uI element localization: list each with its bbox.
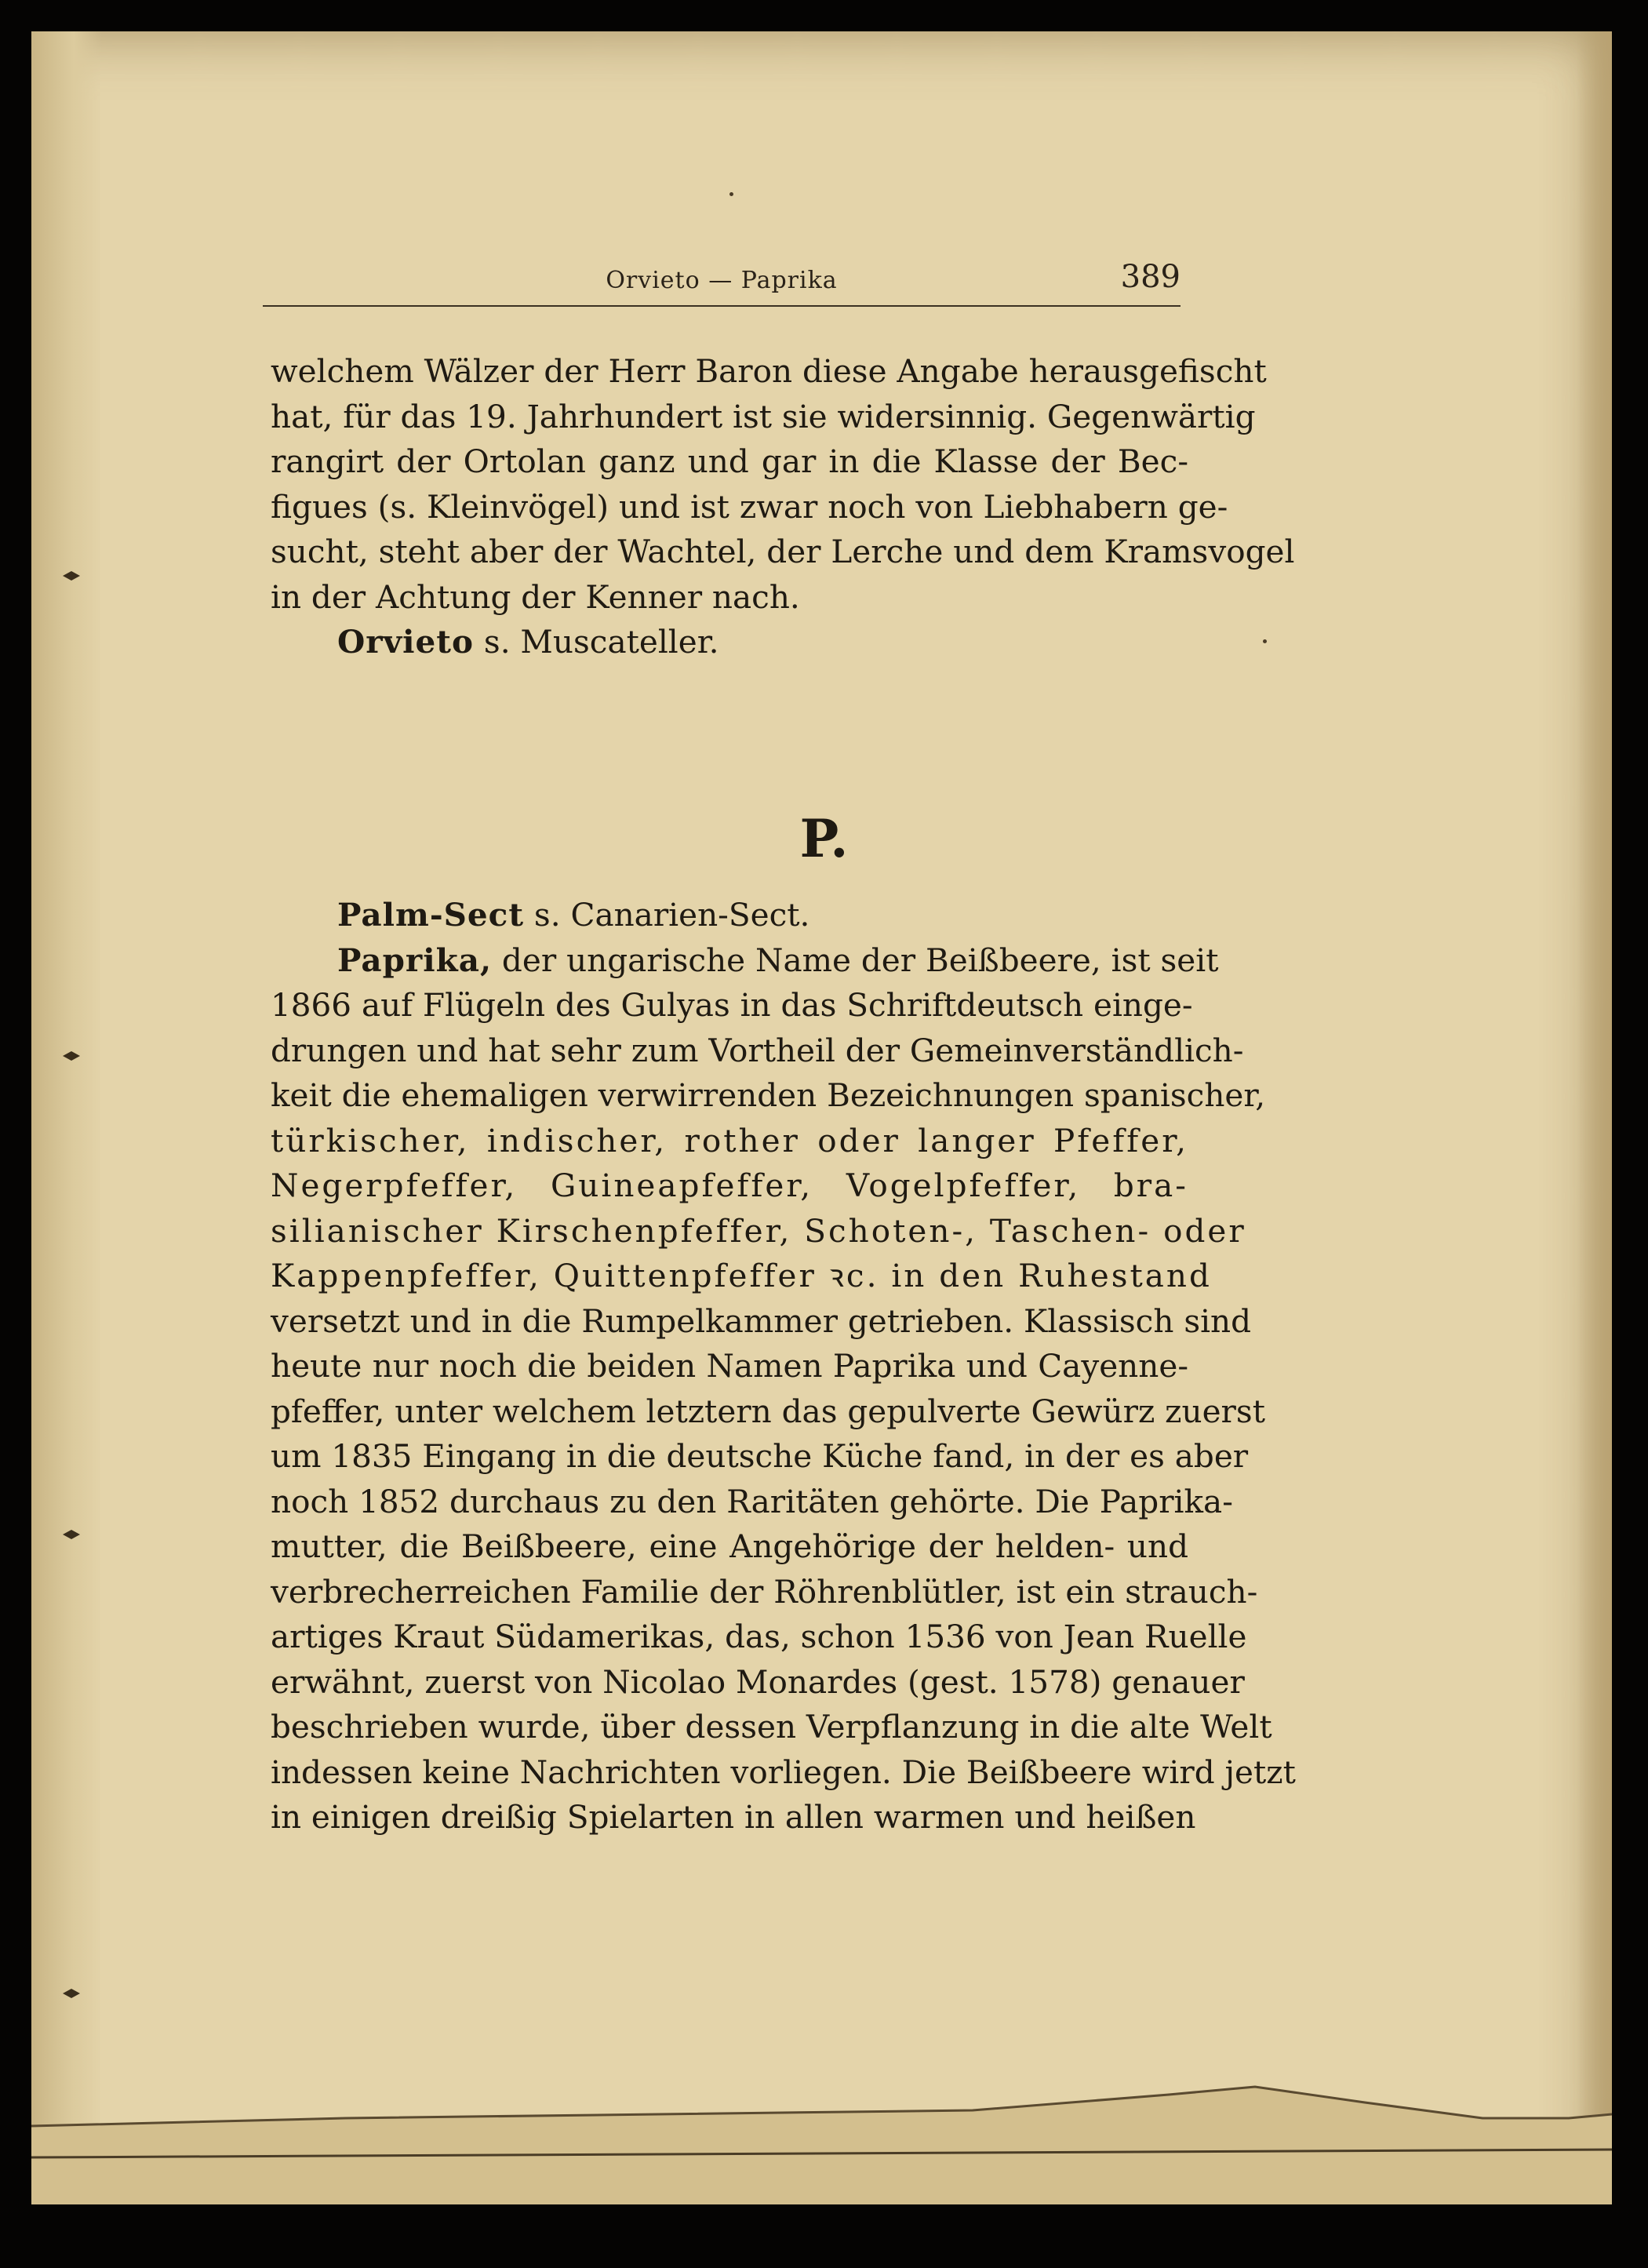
text-line: 1866 auf Flügeln des Gulyas in das Schriftdeutsch einge- — [271, 986, 1193, 1024]
paper-speck — [1263, 639, 1267, 643]
text-line: keit die ehemaligen verwirrenden Bezeichnungen spanischer, — [271, 1076, 1266, 1114]
entry-palm-sect-text: s. Canarien-Sect. — [524, 896, 810, 934]
text-line: artiges Kraut Südamerikas, das, schon 1536 von Jean Ruelle — [271, 1618, 1247, 1655]
text-line: um 1835 Eingang in die deutsche Küche fand, in der es aber — [271, 1437, 1249, 1475]
headword-orvieto: Orvieto — [337, 623, 475, 661]
text-line: silianischer Kirschenpfeffer, Schoten-, Taschen- oder — [271, 1211, 1246, 1250]
entry-paprika-text: der ungarische Name der Beißbeere, ist seit — [492, 941, 1219, 979]
entry-palm-sect — [271, 893, 1188, 938]
headword-palm-sect: Palm-Sect — [337, 896, 525, 934]
text-line: beschrieben wurde, über dessen Verpflanzung in die alte Welt — [271, 1708, 1272, 1746]
header-rule — [263, 305, 1181, 307]
text-line: welchem Wälzer der Herr Baron diese Angabe herausgefischt — [271, 352, 1267, 390]
text-line: heute nur noch die beiden Namen Paprika und Cayenne- — [271, 1347, 1188, 1385]
entry-orvieto-text: s. Muscateller. — [474, 623, 719, 661]
continuation-paragraph — [271, 349, 1295, 665]
text-line: pfeffer, unter welchem letztern das gepulverte Gewürz zuerst — [271, 1392, 1265, 1430]
text-line: türkischer, indischer, rother oder langer Pfeffer, — [271, 1121, 1188, 1159]
section-letter: P. — [799, 808, 849, 869]
paper-speck — [729, 192, 733, 196]
text-line: sucht, steht aber der Wachtel, der Lerche und dem Kramsvogel — [271, 533, 1295, 570]
entry-paprika-first-line — [271, 938, 1219, 984]
text-line: indessen keine Nachrichten vorliegen. Die Beißbeere wird jetzt — [271, 1753, 1296, 1791]
text-line: Negerpfeffer, Guineapfeffer, Vogelpfeffer, bra- — [271, 1167, 1188, 1204]
entries-section-p — [271, 893, 1296, 1840]
text-line: Kappenpfeffer, Quittenpfeffer ꝛc. in den Ruhestand — [271, 1257, 1212, 1294]
text-line: erwähnt, zuerst von Nicolao Monardes (gest. 1578) genauer — [271, 1662, 1245, 1701]
running-head-title: Orvieto — Paprika — [606, 267, 838, 294]
torn-bottom-edge — [31, 2071, 1612, 2204]
text-line: drungen und hat sehr zum Vortheil der Gemeinverständlich- — [271, 1031, 1244, 1069]
text-line: figues (s. Kleinvögel) und ist zwar noch von Liebhabern ge- — [271, 487, 1228, 526]
page-gutter — [31, 31, 102, 2197]
entry-orvieto — [271, 620, 1188, 665]
running-head — [263, 259, 1181, 306]
text-line: rangirt der Ortolan ganz und gar in die Klasse der Bec- — [271, 442, 1188, 480]
text-line: versetzt und in die Rumpelkammer getrieben. Klassisch sind — [271, 1301, 1252, 1340]
page-right-edge — [1577, 31, 1612, 2197]
text-line: mutter, die Beißbeere, eine Angehörige der helden- und — [271, 1527, 1188, 1565]
text-line: hat, für das 19. Jahrhundert ist sie widersinnig. Gegenwärtig — [271, 397, 1256, 435]
text-line: in einigen dreißig Spielarten in allen warmen und heißen — [271, 1798, 1196, 1836]
page-number: 389 — [1120, 259, 1181, 295]
text-line: in der Achtung der Kenner nach. — [271, 577, 800, 616]
text-line: verbrecherreichen Familie der Röhrenblütler, ist ein strauch- — [271, 1572, 1258, 1611]
headword-paprika: Paprika, — [337, 941, 493, 979]
text-line: noch 1852 durchaus zu den Raritäten gehörte. Die Paprika- — [271, 1482, 1233, 1520]
